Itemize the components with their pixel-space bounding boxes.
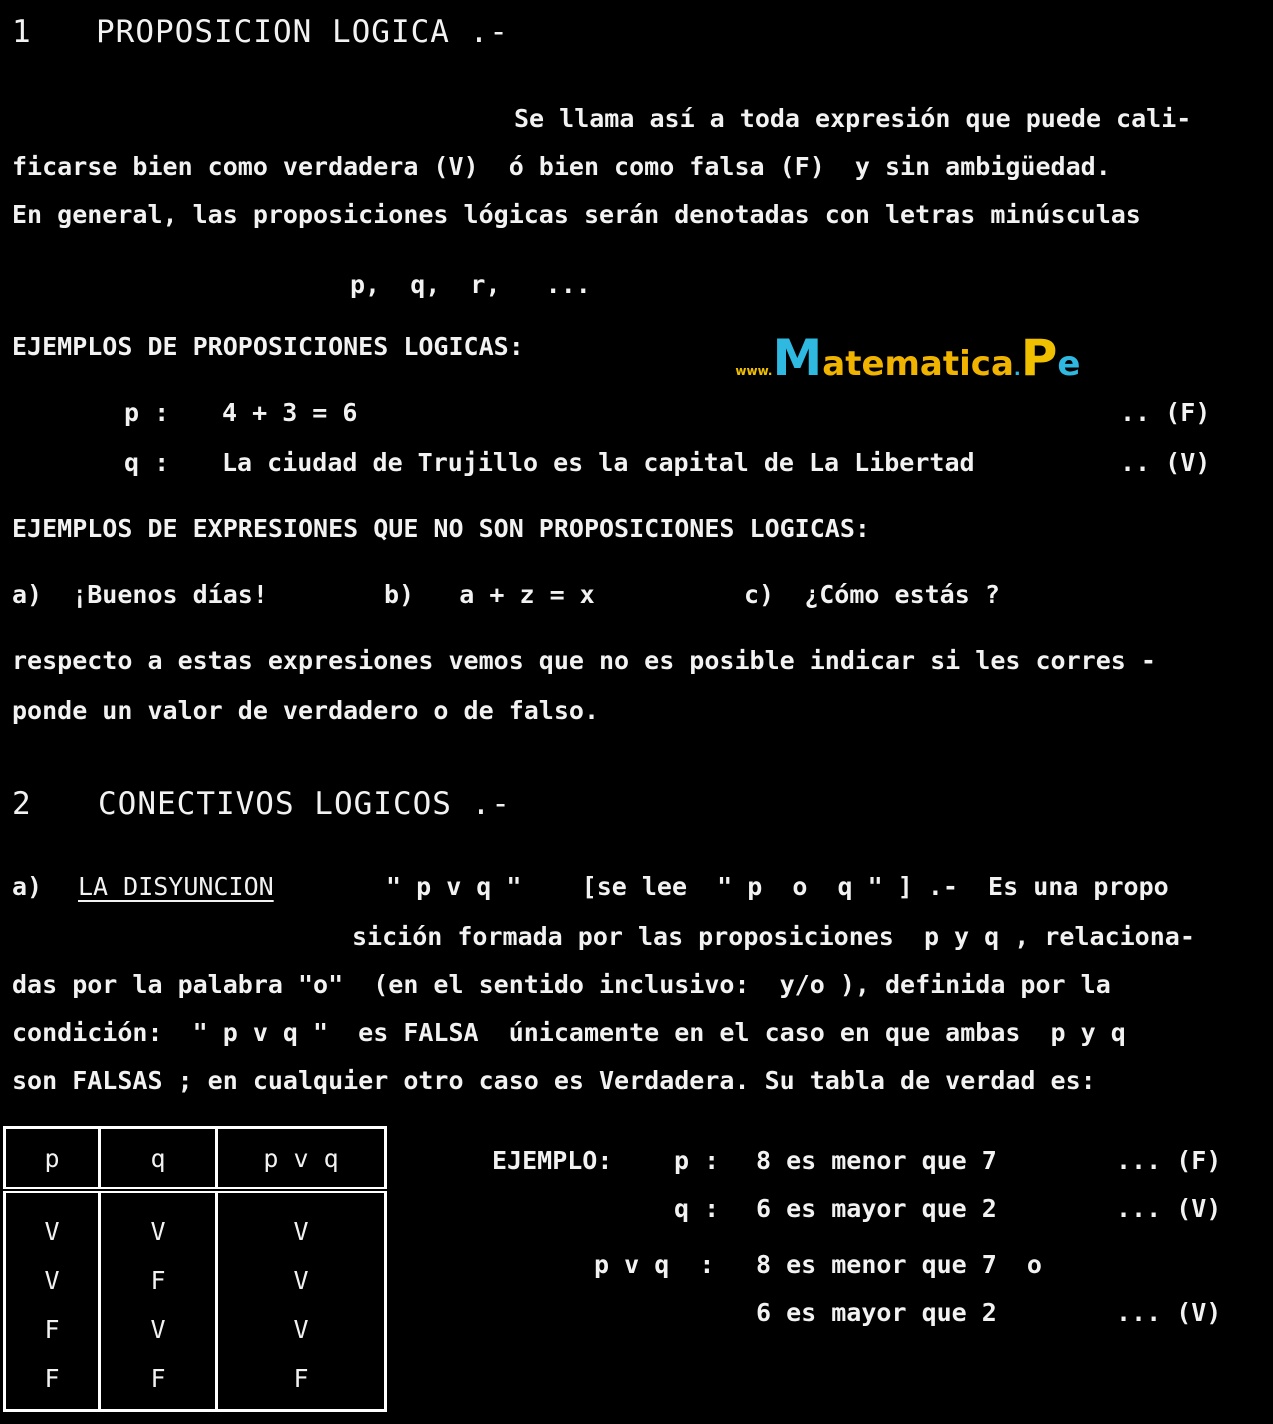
non-example: b) a + z = x [384,580,595,609]
example-text: 4 + 3 = 6 [222,398,358,427]
table-cell: V [217,1305,386,1354]
table-cell: V [100,1305,217,1354]
table-header: p v q [217,1128,386,1191]
example-var: p : [124,398,170,427]
example-label: EJEMPLO: [492,1146,613,1175]
table-cell: F [5,1354,100,1411]
table-cell: V [217,1190,386,1256]
example-text: 8 es menor que 7 [756,1146,997,1175]
example-var: p v q : [594,1250,715,1279]
table-header: p [5,1128,100,1191]
example-var: q : [124,448,170,477]
table-row [5,1354,386,1411]
table-row [5,1305,386,1354]
examples-heading: EJEMPLOS DE PROPOSICIONES LOGICAS: [12,332,524,361]
definition-line: En general, las proposiciones lógicas serán denotadas con letras minúsculas [12,200,1141,229]
table-cell: V [100,1190,217,1256]
section-number: 1 [12,14,32,50]
table-row [5,1256,386,1305]
example-text: La ciudad de Trujillo es la capital de La Libertad [222,448,975,477]
example-var: q : [674,1194,720,1223]
table-header: q [100,1128,217,1191]
disjunction-line: sición formada por las proposiciones p y q , relaciona- [352,922,1195,951]
truth-table [3,1126,387,1412]
item-label: a) [12,872,43,901]
non-example: a) ¡Buenos días! [12,580,268,609]
section-title: PROPOSICION LOGICA .- [96,14,509,50]
example-text: 6 es mayor que 2 [756,1298,997,1327]
example-text: 6 es mayor que 2 [756,1194,997,1223]
disjunction-line: son FALSAS ; en cualquier otro caso es Verdadera. Su tabla de verdad es: [12,1066,1096,1095]
non-example: c) ¿Cómo estás ? [744,580,1000,609]
example-value: ... (V) [1116,1298,1222,1327]
disjunction-line: das por la palabra "o" (en el sentido inclusivo: y/o ), definida por la [12,970,1111,999]
matematica-logo[interactable]: www.Matematica.Pe [735,329,1081,387]
disjunction-line: condición: " p v q " es FALSA únicamente en el caso en que ambas p y q [12,1018,1126,1047]
disjunction-line: " p v q " [se lee " p o q " ] .- Es una propo [386,872,1169,901]
section-title: CONECTIVOS LOGICOS .- [98,786,511,822]
logo-www: www. [735,364,773,378]
definition-line: ficarse bien como verdadera (V) ó bien como falsa (F) y sin ambigüedad. [12,152,1111,181]
table-header-row [5,1128,386,1191]
non-examples-heading: EJEMPLOS DE EXPRESIONES QUE NO SON PROPOSICIONES LOGICAS: [12,514,870,543]
note-line: ponde un valor de verdadero o de falso. [12,696,599,725]
item-title: LA DISYUNCION [78,872,274,901]
table-cell: F [100,1256,217,1305]
table-cell: F [100,1354,217,1411]
table-row [5,1190,386,1256]
table-cell: V [5,1256,100,1305]
table-cell: F [5,1305,100,1354]
note-line: respecto a estas expresiones vemos que no es posible indicar si les corres - [12,646,1156,675]
example-value: ... (V) [1116,1194,1222,1223]
example-value: .. (F) [1120,398,1211,427]
table-cell: V [5,1190,100,1256]
example-value: .. (V) [1120,448,1211,477]
definition-line: Se llama así a toda expresión que puede cali- [514,104,1192,133]
example-var: p : [674,1146,720,1175]
example-value: ... (F) [1116,1146,1222,1175]
letters-list: p, q, r, ... [350,270,591,299]
table-cell: V [217,1256,386,1305]
section-number: 2 [12,786,32,822]
example-text: 8 es menor que 7 o [756,1250,1042,1279]
table-cell: F [217,1354,386,1411]
